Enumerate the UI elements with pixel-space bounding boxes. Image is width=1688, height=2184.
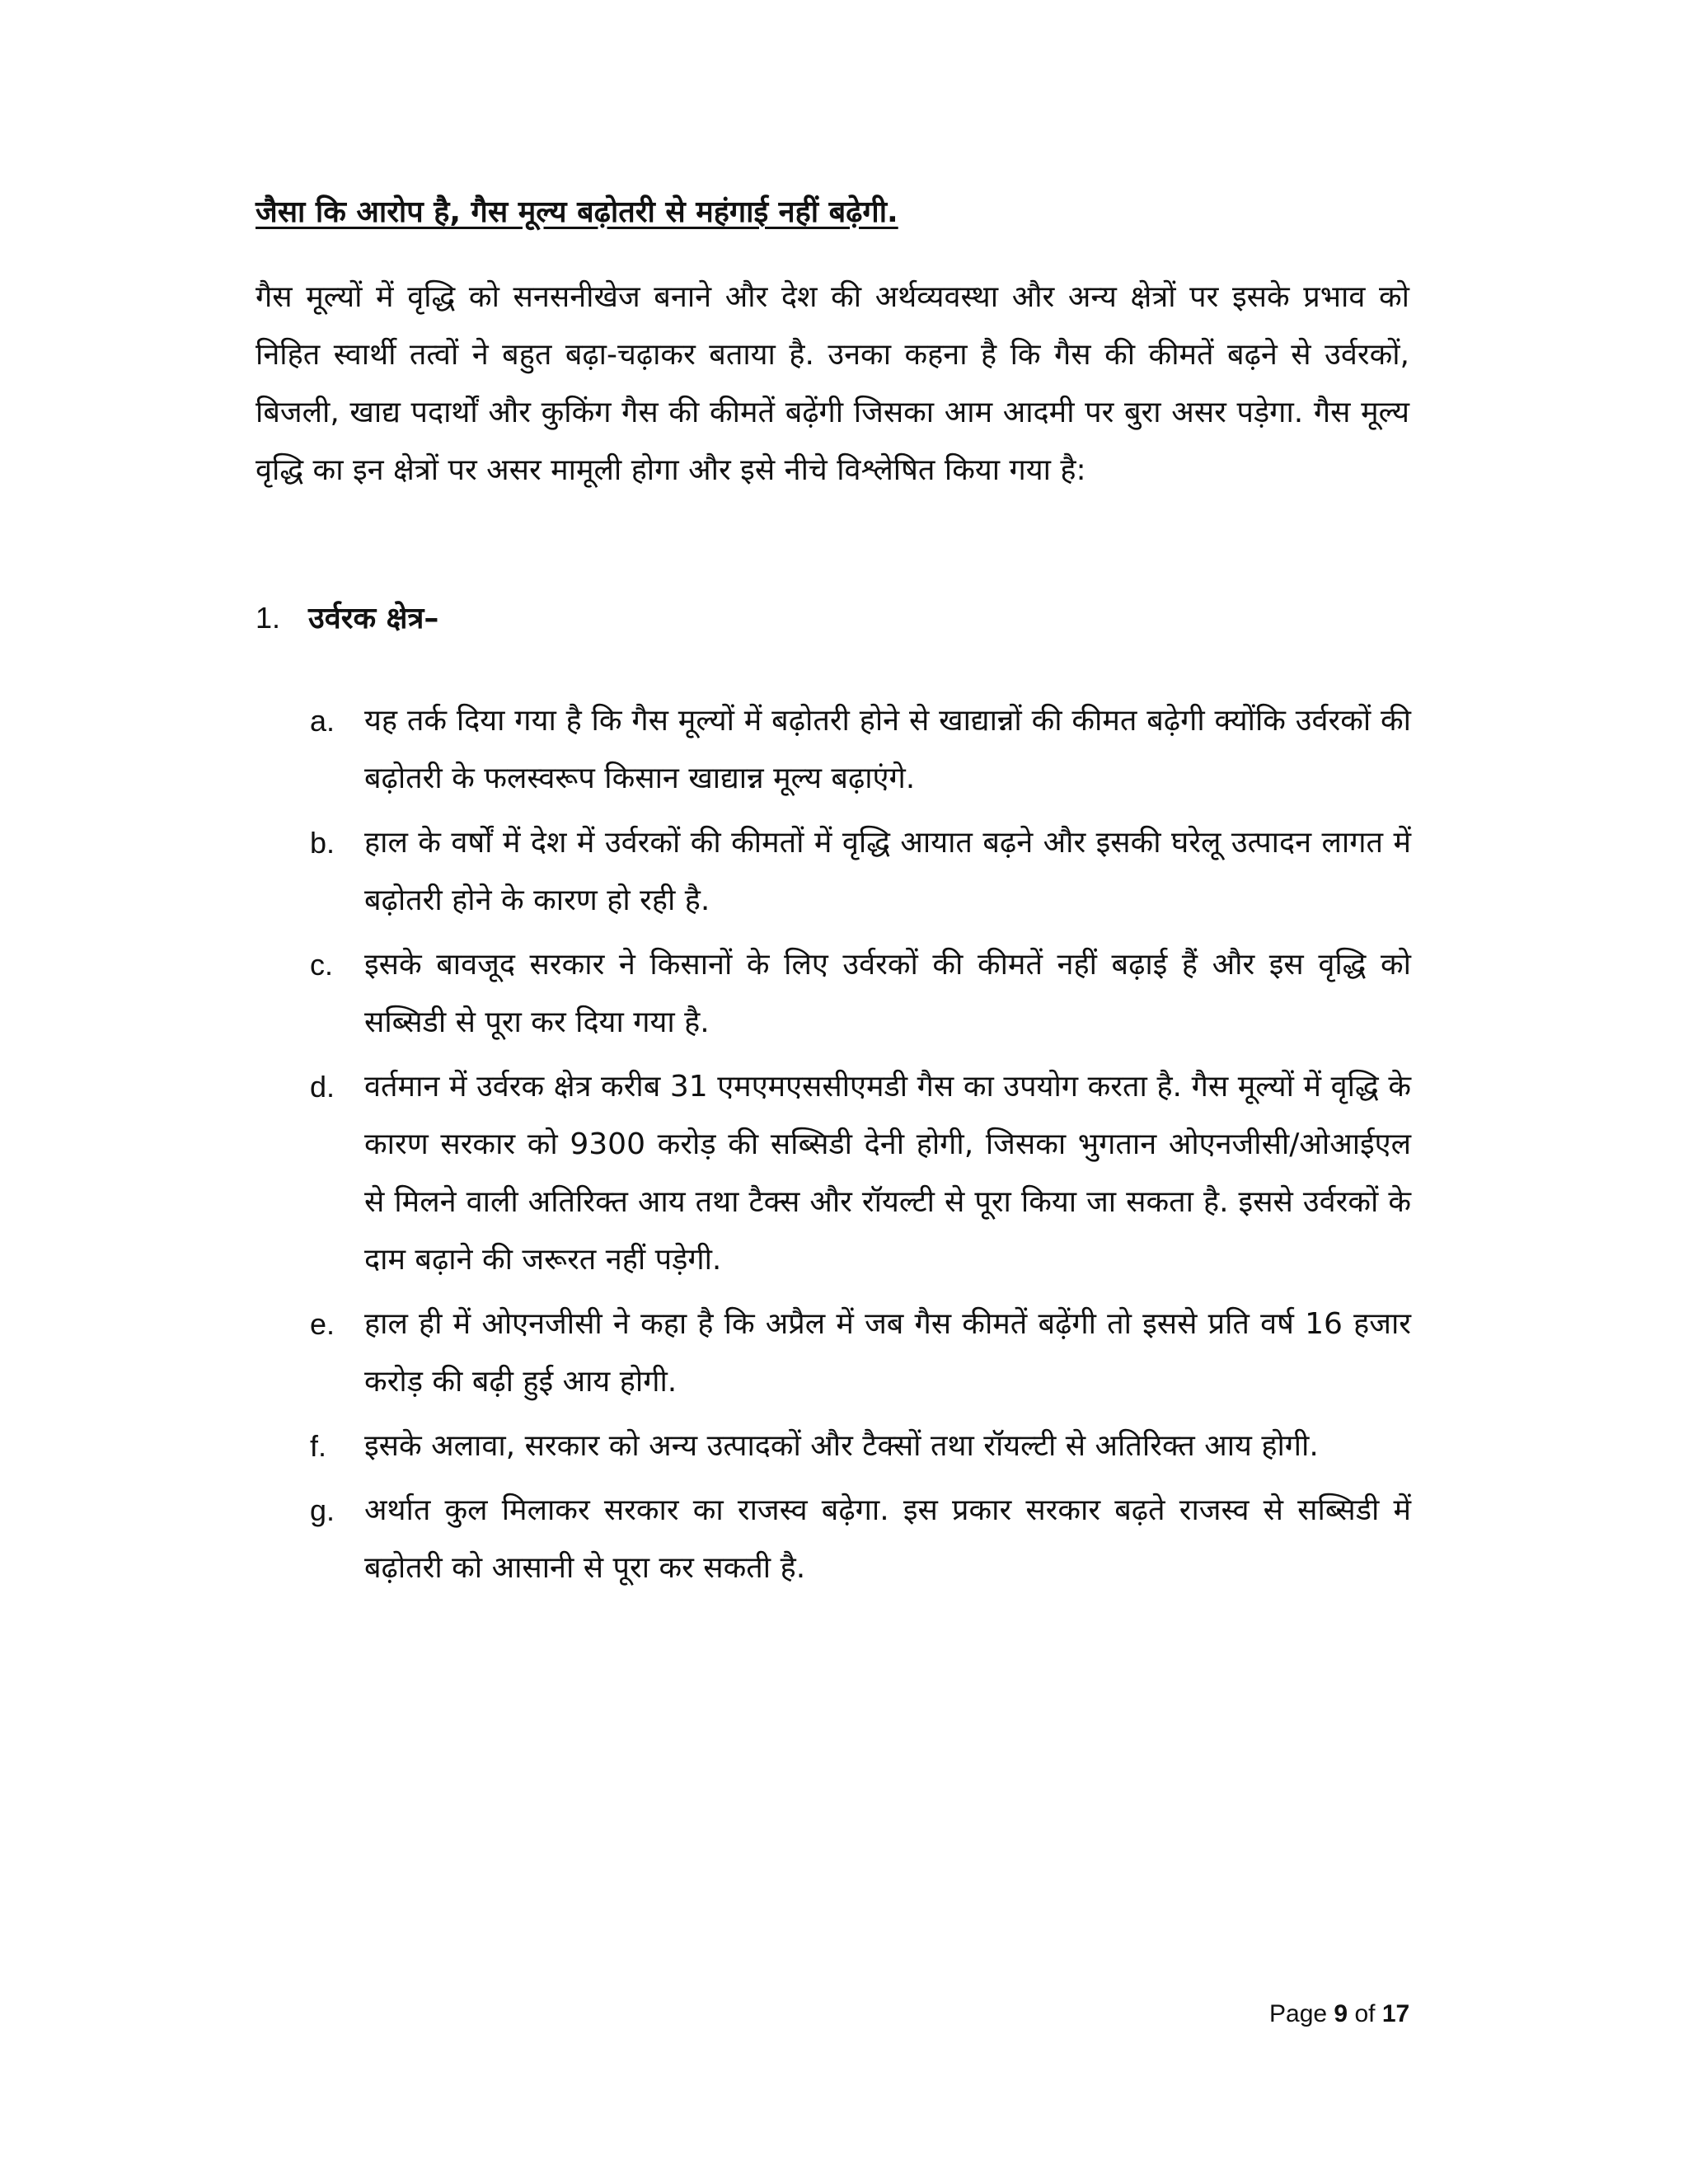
list-marker: e. (310, 1307, 335, 1341)
point-list (310, 692, 1411, 1604)
list-item (310, 814, 1411, 930)
section-title: उर्वरक क्षेत्र– (308, 602, 439, 635)
page-label: Page (1269, 2000, 1328, 2027)
list-item (310, 1058, 1411, 1289)
list-marker: a. (310, 704, 335, 738)
current-page: 9 (1334, 2000, 1348, 2027)
list-marker: g. (310, 1493, 335, 1527)
intro-paragraph: गैस मूल्यों में वृद्धि को सनसनीखेज बनाने और देश की अर्थव्यवस्था और अन्य क्षेत्रों पर इसके प्रभाव को निहित स्वार्थी तत्वों ने बहुत बढ़ा-चढ़ाकर बताया है. उनका कहना है कि गैस की कीमतें बढ़ने से उर्वरकों, बिजली, खाद्य पदार्थों और कुकिंग गैस की कीमतें बढ़ेंगी जिसका आम आदमी पर बुरा असर पड़ेगा. गैस मूल्य वृद्धि का इन क्षेत्रों पर असर मामूली होगा और इसे नीचे विश्लेषित किया गया है: (256, 280, 1409, 487)
total-pages: 17 (1381, 2000, 1410, 2027)
list-item-text: वर्तमान में उर्वरक क्षेत्र करीब 31 एमएमएससीएमडी गैस का उपयोग करता है. गैस मूल्यों में वृद्धि के कारण सरकार को 9300 करोड़ की सब्सिडी देनी होगी, जिसका भुगतान ओएनजीसी/ओआईएल से मिलने वाली अतिरिक्त आय तथा टैक्स और रॉयल्टी से पूरा किया जा सकता है. इससे उर्वरकों के दाम बढ़ाने की जरूरत नहीं पड़ेगी. (364, 1070, 1411, 1277)
list-item-text: इसके अलावा, सरकार को अन्य उत्पादकों और टैक्सों तथा रॉयल्टी से अतिरिक्त आय होगी. (364, 1429, 1319, 1463)
list-item-text: हाल ही में ओएनजीसी ने कहा है कि अप्रैल में जब गैस कीमतें बढ़ेंगी तो इससे प्रति वर्ष 16 हजार करोड़ की बढ़ी हुई आय होगी. (364, 1307, 1411, 1399)
list-marker: d. (310, 1070, 335, 1104)
list-item-text: इसके बावजूद सरकार ने किसानों के लिए उर्वरकों की कीमतें नहीं बढ़ाई हैं और इस वृद्धि को सब्सिडी से पूरा कर दिया गया है. (364, 948, 1411, 1039)
section-heading (256, 593, 438, 644)
page-heading: जैसा कि आरोप है, गैस मूल्य बढ़ोतरी से महंगाई नहीं बढ़ेगी. (256, 195, 898, 229)
list-item-text: हाल के वर्षों में देश में उर्वरकों की कीमतों में वृद्धि आयात बढ़ने और इसकी घरेलू उत्पादन लागत में बढ़ोतरी होने के कारण हो रही है. (364, 826, 1411, 917)
list-item (310, 936, 1411, 1052)
list-marker: f. (310, 1429, 327, 1463)
list-item (310, 1482, 1411, 1597)
list-item-text: अर्थात कुल मिलाकर सरकार का राजस्व बढ़ेगा. इस प्रकार सरकार बढ़ते राजस्व से सब्सिडी में बढ़ोतरी को आसानी से पूरा कर सकती है. (364, 1493, 1411, 1585)
list-item (310, 1296, 1411, 1411)
list-item (310, 692, 1411, 808)
section-number: 1. (256, 601, 281, 635)
page-number (1269, 1998, 1409, 2031)
list-item-text: यह तर्क दिया गया है कि गैस मूल्यों में बढ़ोतरी होने से खाद्यान्नों की कीमत बढ़ेगी क्योंकि उर्वरकों की बढ़ोतरी के फलस्वरूप किसान खाद्यान्न मूल्य बढ़ाएंगे. (364, 704, 1411, 795)
list-item (310, 1418, 1411, 1475)
page-of-label: of (1354, 2000, 1376, 2027)
list-marker: c. (310, 948, 334, 982)
list-marker: b. (310, 826, 335, 860)
